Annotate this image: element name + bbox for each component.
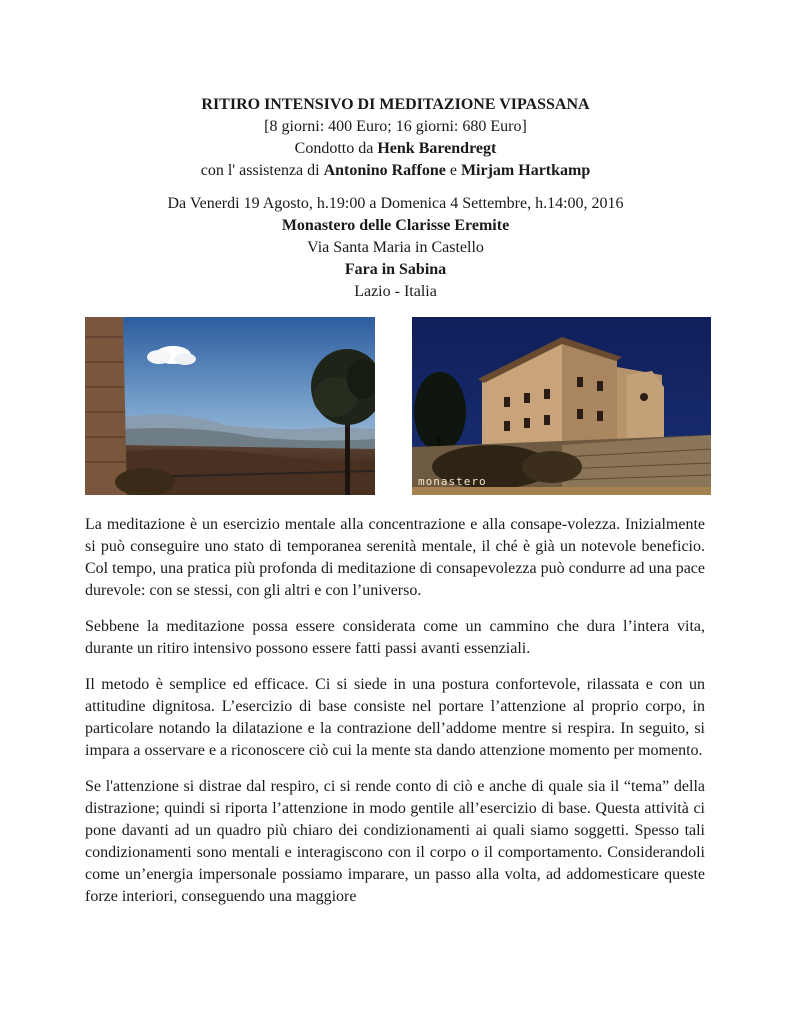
conducted-prefix: Condotto da [294,140,378,157]
retreat-header [0,94,791,303]
assistant-2: Mirjam Hartkamp [460,162,591,179]
paragraph-4: Se l'attenzione si distrae dal respiro, ci si rende conto di ciò e anche di quale sia il “tema” della distrazione; quindi si riporta l’attenzione in modo gentile all’esercizio di base. Questa attività ci pone davanti ad un quadro più chiaro dei condizionamenti ai quali siamo soggetti. Spesso tali condizionamenti sono mentali e interagiscono con il corpo o il comportamento. Considerandoli come un’energia impersonale possiamo imparare, un passo alla volta, ad addomesticare queste forze interiori, conseguendo una maggiore [85,778,705,905]
venue-name: Monastero delle Clarisse Eremite [281,217,510,234]
assistant-1: Antonino Raffone [323,162,446,179]
landscape-photo [85,317,375,495]
venue-street: Via Santa Maria in Castello [307,239,484,256]
paragraph-2: Sebbene la meditazione possa essere considerata come un cammino che dura l’intera vita, durante un ritiro intensivo possono essere fatti passi avanti essenziali. [85,618,705,657]
retreat-dates: Da Venerdi 19 Agosto, h.19:00 a Domenica 4 Settembre, h.14:00, 2016 [167,195,624,212]
retreat-title: RITIRO INTENSIVO DI MEDITAZIONE VIPASSANA [201,96,590,113]
retreat-prices: [8 giorni: 400 Euro; 16 giorni: 680 Euro] [264,118,527,135]
photo-row [85,317,711,495]
assist-and: e [445,162,461,179]
assistants-line [0,160,791,182]
monastery-caption: monastero [418,475,487,488]
assist-prefix: con l' assistenza di [200,162,324,179]
paragraph-1: La meditazione è un esercizio mentale alla concentrazione e alla consape-volezza. Inizialmente si può conseguire uno stato di temporanea serenità mentale, il ché è già un notevole beneficio. Col tempo, una pratica più profonda di meditazione di consapevolezza può condurre ad una pace durevole: con se stessi, con gli altri e con l’universo. [85,516,705,599]
conducted-by [0,138,791,160]
teacher-name: Henk Barendregt [377,140,497,157]
body-text [85,514,705,922]
monastery-photo [412,317,711,495]
venue-town: Fara in Sabina [344,261,447,278]
paragraph-3: Il metodo è semplice ed efficace. Ci si siede in una postura confortevole, rilassata e con un attitudine dignitosa. L’esercizio di base consiste nel portare l’attenzione al proprio corpo, in particolare notando la dilatazione e la contrazione dell’addome mentre si respira. In seguito, si impara a osservare e a riconoscere ciò cui la mente sta dando attenzione momento per momento. [85,676,705,759]
venue-region: Lazio - Italia [354,283,437,300]
